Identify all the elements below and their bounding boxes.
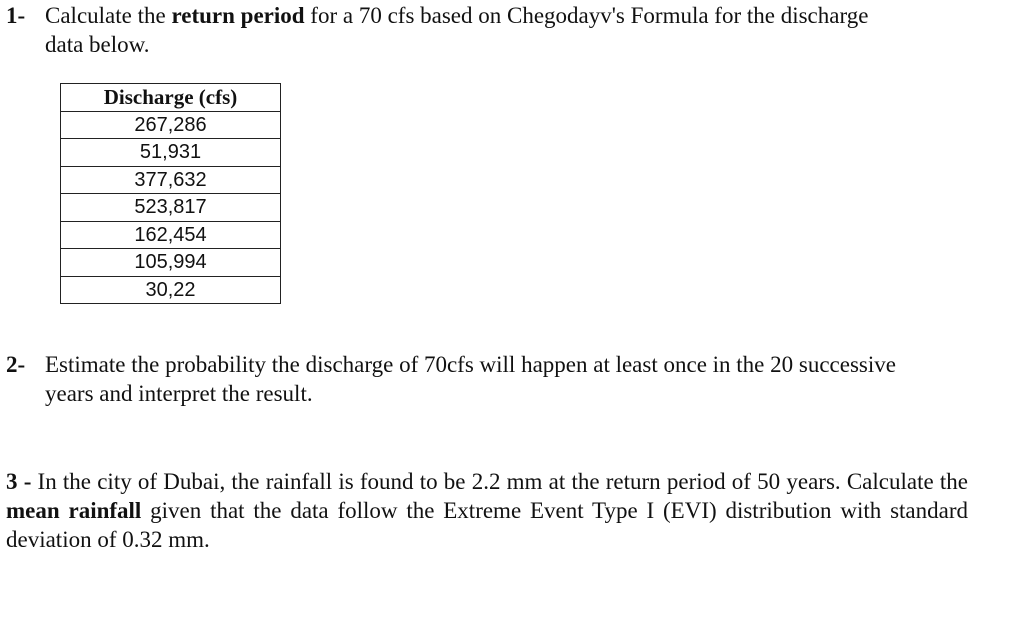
question-1-line2: data below. [45, 32, 150, 57]
table-row [61, 276, 281, 304]
question-1-number: 1- [6, 3, 26, 28]
question-2-number: 2- [6, 352, 26, 377]
table-row [61, 194, 281, 222]
question-3-text2: given that the data follow the Extreme Event Type I (EVI) distribution with standard deviation of 0.32 mm. [6, 498, 968, 552]
question-2-line2: years and interpret the result. [45, 381, 313, 406]
table-row [61, 139, 281, 167]
table-header-row [61, 84, 281, 112]
table-cell: 51,931 [61, 139, 281, 167]
question-2 [6, 350, 986, 408]
table-row [61, 111, 281, 139]
question-3-number: 3 - [6, 469, 32, 494]
question-1-text [45, 1, 986, 59]
question-2-line1: Estimate the probability the discharge of 70cfs will happen at least once in the 20 successive [45, 352, 896, 377]
table-row [61, 249, 281, 277]
question-3-text1: In the city of Dubai, the rainfall is found to be 2.2 mm at the return period of 50 years. Calculate the [31, 469, 968, 494]
table-cell: 377,632 [61, 166, 281, 194]
discharge-table [60, 83, 281, 304]
table-cell: 105,994 [61, 249, 281, 277]
table-cell: 523,817 [61, 194, 281, 222]
question-3 [6, 467, 968, 554]
table-cell: 162,454 [61, 221, 281, 249]
question-2-text [45, 350, 986, 408]
table-row [61, 221, 281, 249]
table-row [61, 166, 281, 194]
table-cell: 267,286 [61, 111, 281, 139]
question-1-bold-term: return period [171, 3, 305, 28]
question-3-bold-term: mean rainfall [6, 498, 142, 523]
question-1-text-before: Calculate the [45, 3, 172, 28]
table-cell: 30,22 [61, 276, 281, 304]
question-1-text-after: for a 70 cfs based on Chegodayv's Formula for the discharge [304, 3, 869, 28]
question-1 [6, 1, 986, 59]
table-header-discharge: Discharge (cfs) [61, 84, 281, 112]
